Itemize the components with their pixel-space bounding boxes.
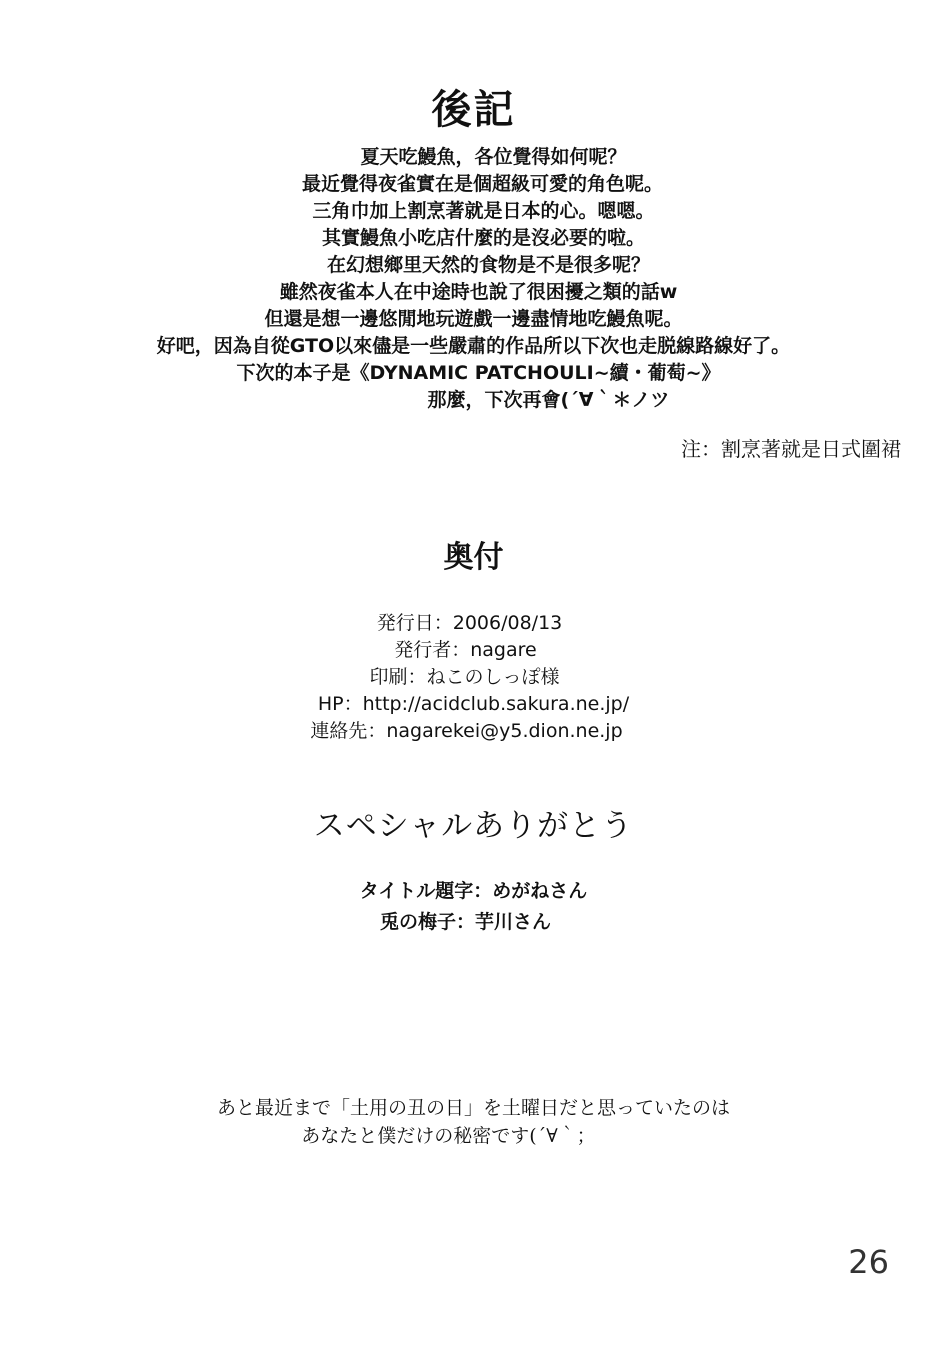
printer: 印刷：ねこのしっぽ様	[369, 666, 560, 688]
thanks-line: 兎の梅子：芋川さん	[379, 911, 551, 933]
postscript-line: あと最近まで「土用の丑の日」を土曜日だと思っていたのは	[216, 1097, 730, 1119]
postscript	[0, 1094, 947, 1150]
afterword-line: 最近覺得夜雀實在是個超級可愛的角色呢。	[301, 173, 663, 195]
afterword-line: 夏天吃鰻魚，各位覺得如何呢？	[360, 146, 627, 168]
afterword-line: 三角巾加上割烹著就是日本的心。嗯嗯。	[312, 200, 655, 222]
postscript-line: あなたと僕だけの秘密です(´∀｀；	[301, 1125, 596, 1147]
afterword-line: 但還是想一邊悠閒地玩遊戲一邊盡情地吃鰻魚呢。	[264, 308, 683, 330]
afterword-line: 好吧，因為自從GTO以來儘是一些嚴肅的作品所以下次也走脱線路線好了。	[156, 335, 791, 357]
page-number: 26	[848, 1243, 889, 1281]
special-thanks-title: スペシャルありがとう	[313, 808, 634, 844]
afterword-line: 其實鰻魚小吃店什麼的是沒必要的啦。	[321, 227, 645, 249]
colophon-title: 奥付	[443, 540, 504, 575]
contact-email: 連絡先：nagarekei@y5.dion.ne.jp	[310, 720, 623, 742]
afterword-body	[0, 144, 947, 414]
thanks-line: タイトル題字：めがねさん	[359, 880, 588, 902]
publish-date: 発行日：2006/08/13	[376, 612, 563, 634]
afterword-line: 那麼，下次再會(´∀｀＊ノツ	[427, 389, 670, 411]
afterword-title: 後記	[431, 87, 516, 133]
homepage-url: HP：http://acidclub.sakura.ne.jp/	[317, 693, 630, 715]
publisher: 発行者：nagare	[394, 639, 537, 661]
special-thanks-list	[0, 876, 947, 938]
afterword-line: 在幻想鄉里天然的食物是不是很多呢？	[326, 254, 650, 276]
colophon-list	[0, 610, 947, 745]
translator-note: 注：割烹著就是日式圍裙	[681, 437, 901, 461]
afterword-line: 雖然夜雀本人在中途時也說了很困擾之類的話w	[279, 281, 678, 303]
afterword-line: 下次的本子是《DYNAMIC PATCHOULI~續・葡萄~》	[236, 362, 721, 384]
